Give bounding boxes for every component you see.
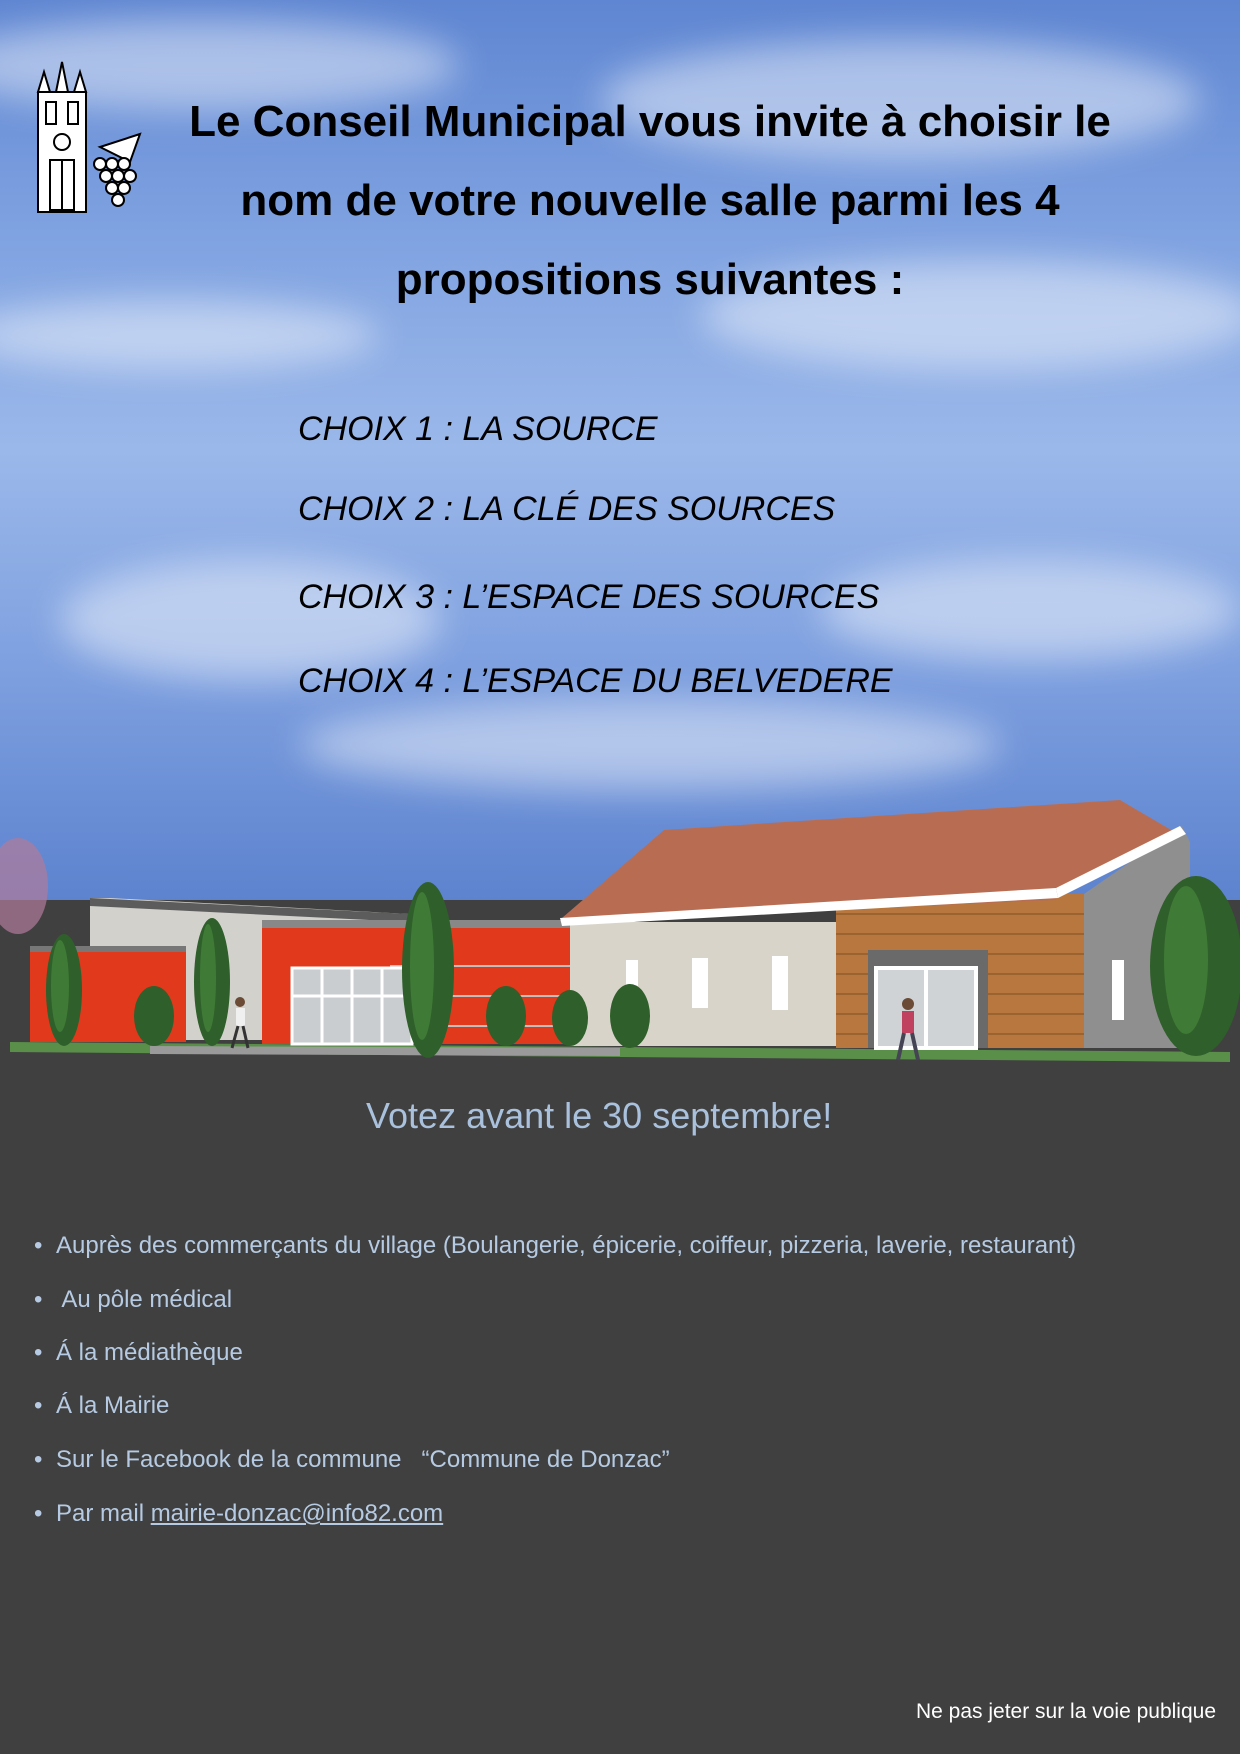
choice-item: CHOIX 2 : LA CLÉ DES SOURCES <box>298 490 836 528</box>
church-grapes-logo-icon <box>30 52 152 220</box>
list-item-text: Auprès des commerçants du village (Boulangerie, épicerie, coiffeur, pizzeria, laverie, restaurant) <box>56 1232 1077 1259</box>
list-item-text: Sur le Facebook de la commune “Commune de Donzac” <box>56 1446 670 1473</box>
list-item <box>34 1446 670 1474</box>
email-link[interactable]: mairie-donzac@info82.com <box>150 1500 444 1527</box>
bullet-icon: • <box>34 1232 43 1259</box>
title-line: propositions suivantes : <box>395 255 905 304</box>
bullet-icon: • <box>34 1500 43 1527</box>
list-item <box>34 1392 169 1420</box>
building-illustration <box>0 790 1240 1090</box>
list-item <box>34 1232 1076 1260</box>
vote-deadline: Votez avant le 30 septembre! <box>366 1095 833 1136</box>
list-item-text: Á la Mairie <box>56 1392 170 1419</box>
list-item <box>34 1500 443 1528</box>
list-item-text: Par mail <box>56 1500 151 1527</box>
list-item <box>34 1286 232 1314</box>
list-item-text: Au pôle médical <box>56 1286 233 1313</box>
list-item <box>34 1339 243 1367</box>
list-item-text: Á la médiathèque <box>56 1339 243 1366</box>
bullet-icon: • <box>34 1339 43 1366</box>
bullet-icon: • <box>34 1392 43 1419</box>
choice-item: CHOIX 3 : L’ESPACE DES SOURCES <box>298 578 880 616</box>
bullet-icon: • <box>34 1446 43 1473</box>
title-line: Le Conseil Municipal vous invite à choisir le <box>189 97 1111 146</box>
choice-item: CHOIX 4 : L’ESPACE DU BELVEDERE <box>298 662 893 700</box>
title-line: nom de votre nouvelle salle parmi les 4 <box>240 176 1060 225</box>
choice-item: CHOIX 1 : LA SOURCE <box>298 410 658 448</box>
page-title <box>150 82 1150 319</box>
footer-notice: Ne pas jeter sur la voie publique <box>915 1700 1216 1723</box>
bullet-icon: • <box>34 1286 43 1313</box>
